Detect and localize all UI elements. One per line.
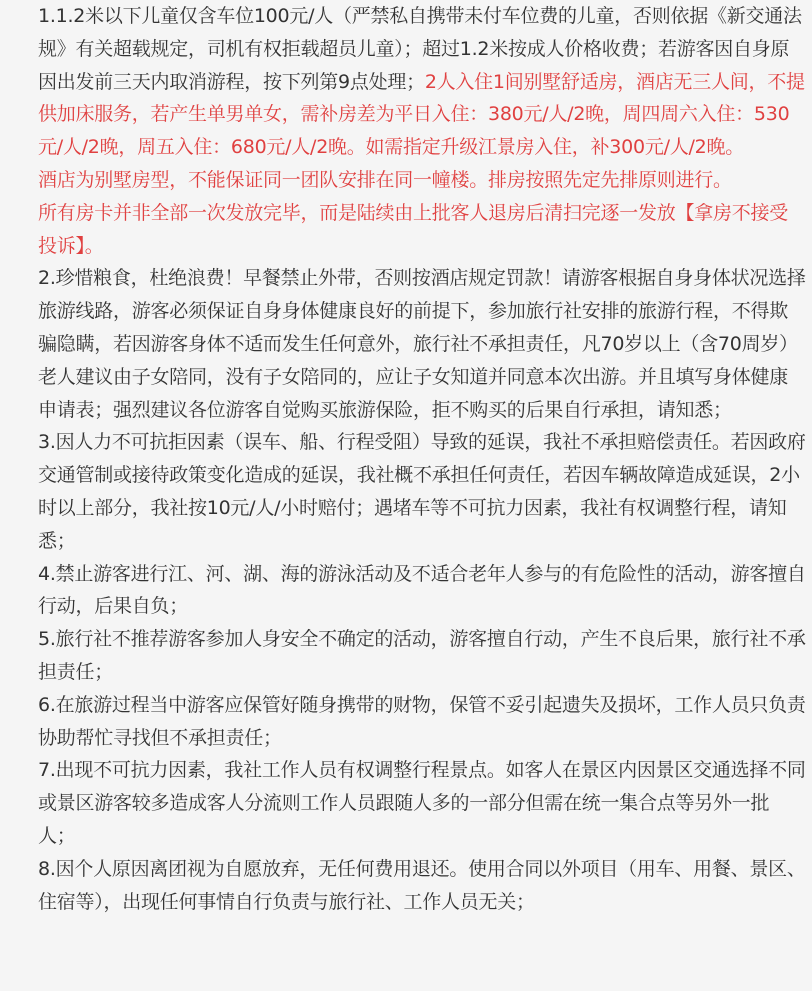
paragraph-room-card-notice: 所有房卡并非全部一次发放完毕，而是陆续由上批客人退房后清扫完逐一发放【拿房不接受投诉】。 bbox=[38, 201, 789, 257]
paragraph-2: 2.珍惜粮食，杜绝浪费！早餐禁止外带，否则按酒店规定罚款！请游客根据自身身体状况选择旅游线路，游客必须保证自身身体健康良好的前提下，参加旅行社安排的旅游行程，不得欺骗隐瞒，若因游客身体不适而发生任何意外，旅行社不承担责任，凡70岁以上（含70周岁）老人建议由子女陪同，没有子女陪同的，应让子女知道并同意本次出游。并且填写身体健康申请表；强烈建议各位游客自觉购买旅游保险，拒不购买的后果自行承担，请知悉； bbox=[38, 267, 806, 421]
paragraph-7: 7.出现不可抗力因素，我社工作人员有权调整行程景点。如客人在景区内因景区交通选择不同或景区游客较多造成客人分流则工作人员跟随人多的一部分但需在统一集合点等另外一批人； bbox=[38, 759, 806, 847]
paragraph-villa-notice: 酒店为别墅房型，不能保证同一团队安排在同一幢楼。排房按照先定先排原则进行。 bbox=[38, 168, 732, 191]
paragraph-1-text: 1.1.2米以下儿童仅含车位100元/人（严禁私自携带未付车位费的儿童，否则依据《新交通法规》有关超载规定，司机有权拒载超员儿童）；超过1.2米按成人价格收费；若游客因自身原因出发前三天内取消游程，按下列第9点处理； bbox=[38, 5, 802, 93]
paragraph-4: 4.禁止游客进行江、河、湖、海的游泳活动及不适合老年人参与的有危险性的活动，游客擅自行动，后果自负； bbox=[38, 562, 806, 618]
paragraph-6: 6.在旅游过程当中游客应保管好随身携带的财物，保管不妥引起遗失及损坏，工作人员只负责协助帮忙寻找但不承担责任； bbox=[38, 693, 806, 749]
paragraph-3: 3.因人力不可抗拒因素（误车、船、行程受阻）导致的延误，我社不承担赔偿责任。若因政府交通管制或接待政策变化造成的延误，我社概不承担任何责任，若因车辆故障造成延误，2小时以上部分，我社按10元/人/小时赔付；遇堵车等不可抗力因素，我社有权调整行程，请知悉； bbox=[38, 431, 806, 552]
paragraph-1 bbox=[38, 0, 806, 164]
paragraph-8: 8.因个人原因离团视为自愿放弃，无任何费用退还。使用合同以外项目（用车、用餐、景区、住宿等），出现任何事情自行负责与旅行社、工作人员无关； bbox=[38, 857, 806, 913]
paragraph-1-highlight-text: 2人入住1间别墅舒适房，酒店无三人间，不提供加床服务，若产生单男单女，需补房差为平日入住：380元/人/2晚，周四周六入住：530元/人/2晚，周五入住：680元/人/2晚。如需指定升级江景房入住，补300元/人/2晚。 bbox=[38, 70, 805, 159]
paragraph-5: 5.旅行社不推荐游客参加人身安全不确定的活动，游客擅自行动，产生不良后果，旅行社不承担责任； bbox=[38, 628, 806, 683]
